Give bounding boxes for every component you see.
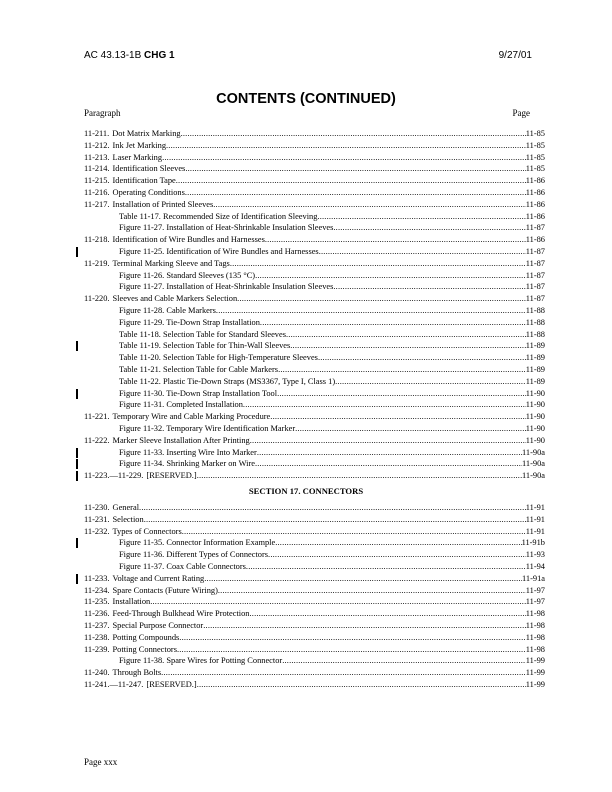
toc-page: 11-88	[525, 329, 545, 339]
toc-number: 11-239.	[84, 644, 110, 654]
dot-leader	[250, 435, 526, 447]
toc-text: Potting Compounds	[112, 632, 180, 642]
toc-page: 11-85	[525, 129, 545, 138]
toc-entry[interactable]	[84, 470, 545, 482]
toc-page: 11-90	[525, 388, 545, 398]
toc-page: 11-85	[525, 164, 545, 174]
toc-page: 11-89	[525, 341, 545, 351]
toc-page: 11-91	[525, 526, 545, 536]
toc-text: Special Purpose Connector	[112, 620, 204, 630]
toc-page: 11-98	[525, 632, 545, 642]
indent	[84, 376, 119, 388]
toc-entry[interactable]	[84, 526, 545, 538]
toc-text: Operating Conditions	[112, 187, 185, 197]
dot-leader	[319, 246, 526, 258]
toc-page: 11-85	[525, 152, 545, 162]
toc-page: 11-86	[525, 211, 545, 221]
toc-text: Identification of Wire Bundles and Harnesses	[112, 235, 265, 245]
dot-leader	[166, 140, 526, 152]
change-bar	[76, 448, 78, 458]
toc-number: 11-236.	[84, 609, 110, 619]
toc-page: 11-91	[525, 503, 545, 512]
section-title: SECTION 17. CONNECTORS	[248, 486, 364, 496]
toc-entry[interactable]	[84, 679, 545, 691]
toc-sub-entry[interactable]	[84, 211, 545, 223]
toc-sub-entry[interactable]	[84, 222, 545, 234]
toc-entry[interactable]	[84, 620, 545, 632]
toc-sub-entry[interactable]	[84, 270, 545, 282]
toc-page: 11-87	[525, 294, 545, 304]
toc-text: Table 11-20. Selection Table for High-Temperature Sleeves	[119, 353, 318, 363]
dot-leader	[260, 317, 526, 329]
toc-text: [RESERVED.]	[146, 471, 197, 481]
dot-leader	[295, 423, 526, 435]
toc-page: 11-90	[525, 435, 545, 445]
indent	[84, 270, 119, 282]
dot-leader	[203, 620, 526, 632]
indent	[84, 340, 119, 352]
dot-leader	[218, 585, 526, 597]
dot-leader	[268, 549, 526, 561]
toc-page: 11-89	[525, 353, 545, 363]
indent	[84, 399, 119, 411]
dot-leader	[197, 679, 526, 691]
dot-leader	[255, 458, 522, 470]
dot-leader	[257, 447, 522, 459]
toc-text: Spare Contacts (Future Wiring)	[112, 585, 218, 595]
toc-sub-entry[interactable]	[84, 447, 545, 459]
indent	[84, 364, 119, 376]
toc-number: 11-211.	[84, 129, 110, 138]
toc-number: 11-237.	[84, 620, 110, 630]
toc-page: 11-86	[525, 235, 545, 245]
toc-page: 11-90a	[522, 471, 545, 481]
toc-page: 11-91	[525, 514, 545, 524]
indent	[84, 458, 119, 470]
toc-entry[interactable]	[84, 152, 545, 164]
toc-text: Installation	[112, 597, 151, 607]
change-bar	[76, 389, 78, 399]
toc-text: Feed-Through Bulkhead Wire Protection	[112, 609, 250, 619]
toc-number: 11-238.	[84, 632, 110, 642]
toc-number: 11-231.	[84, 514, 110, 524]
dot-leader	[177, 644, 526, 656]
toc-text: Figure 11-26. Standard Sleeves (135 °C)	[119, 270, 256, 280]
toc-page: 11-97	[525, 585, 545, 595]
toc-text: Table 11-17. Recommended Size of Identification Sleeving	[119, 211, 318, 221]
toc-entry[interactable]	[84, 644, 545, 656]
indent	[84, 561, 119, 573]
toc-text: Figure 11-35. Connector Information Example	[119, 538, 276, 548]
dot-leader	[237, 293, 526, 305]
toc-entry[interactable]	[84, 293, 545, 305]
toc-entry[interactable]	[84, 573, 545, 585]
dot-leader	[335, 376, 526, 388]
toc-text: Table 11-22. Plastic Tie-Down Straps (MS3367, Type I, Class 1)	[119, 376, 336, 386]
dot-leader	[275, 537, 521, 549]
dot-leader	[144, 514, 526, 526]
toc-text: Through Bolts	[112, 668, 162, 678]
dot-leader	[230, 258, 526, 270]
dot-leader	[333, 281, 525, 293]
toc-page: 11-90a	[522, 459, 545, 469]
indent	[84, 281, 119, 293]
toc-page: 11-90a	[522, 447, 545, 457]
toc-sub-entry[interactable]	[84, 246, 545, 258]
change-bar	[76, 471, 78, 481]
toc-sub-entry[interactable]	[84, 399, 545, 411]
toc-text: Figure 11-31. Completed Installation	[119, 400, 243, 410]
toc-page: 11-98	[525, 620, 545, 630]
toc-sub-entry[interactable]	[84, 364, 545, 376]
toc-page: 11-90	[525, 423, 545, 433]
toc-sub-entry[interactable]	[84, 376, 545, 388]
toc-text: Figure 11-36. Different Types of Connectors	[119, 550, 269, 560]
toc-sub-entry[interactable]	[84, 305, 545, 317]
indent	[84, 246, 119, 258]
toc-number: 11-220.	[84, 294, 110, 304]
toc-text: Figure 11-25. Identification of Wire Bundles and Harnesses	[119, 246, 319, 256]
dot-leader	[270, 411, 525, 423]
toc-list-wiring	[84, 128, 545, 482]
toc-sub-entry[interactable]	[84, 458, 545, 470]
change-bar	[76, 247, 78, 257]
dot-leader	[162, 152, 526, 164]
toc-text: Figure 11-30. Tie-Down Strap Installation Tool	[119, 388, 278, 398]
indent	[84, 655, 119, 667]
toc-page: 11-87	[525, 246, 545, 256]
column-header-page: Page	[512, 108, 530, 118]
toc-text: Table 11-21. Selection Table for Cable Markers	[119, 364, 279, 374]
toc-sub-entry[interactable]	[84, 655, 545, 667]
dot-leader	[282, 655, 526, 667]
toc-number: 11-214.	[84, 164, 110, 174]
indent	[84, 305, 119, 317]
toc-entry[interactable]	[84, 140, 545, 152]
toc-sub-entry[interactable]	[84, 423, 545, 435]
toc-number: 11-234.	[84, 585, 110, 595]
toc-entry[interactable]	[84, 514, 545, 526]
toc-text: Types of Connectors	[112, 526, 182, 536]
indent	[84, 211, 119, 223]
toc-number: 11-232.	[84, 526, 110, 536]
toc-text: Figure 11-27. Installation of Heat-Shrinkable Insulation Sleeves	[119, 223, 334, 233]
indent	[84, 329, 119, 341]
indent	[84, 352, 119, 364]
toc-page: 11-94	[525, 561, 545, 571]
indent	[84, 447, 119, 459]
indent	[84, 388, 119, 400]
toc-sub-entry[interactable]	[84, 317, 545, 329]
indent	[84, 423, 119, 435]
toc-text: Dot Matrix Marking	[112, 129, 181, 138]
toc-number: 11-241.—11-247.	[84, 679, 144, 689]
dot-leader	[278, 364, 526, 376]
header-date: 9/27/01	[498, 50, 532, 61]
header-change: CHG 1	[144, 50, 175, 61]
toc-text: [RESERVED.]	[146, 679, 197, 689]
toc-text: Potting Connectors	[112, 644, 177, 654]
dot-leader	[150, 596, 526, 608]
toc-entry[interactable]	[84, 411, 545, 423]
dot-leader	[277, 388, 526, 400]
toc-page: 11-87	[525, 258, 545, 268]
toc-number: 11-218.	[84, 235, 110, 245]
toc-number: 11-212.	[84, 140, 110, 150]
toc-page: 11-98	[525, 609, 545, 619]
toc-page: 11-99	[525, 668, 545, 678]
toc-page: 11-86	[525, 176, 545, 186]
toc-text: General	[112, 503, 140, 512]
toc-number: 11-216.	[84, 187, 110, 197]
toc-number: 11-217.	[84, 199, 110, 209]
toc-page: 11-90	[525, 400, 545, 410]
indent	[84, 549, 119, 561]
toc-entry[interactable]	[84, 632, 545, 644]
toc-number: 11-240.	[84, 668, 110, 678]
dot-leader	[185, 163, 525, 175]
toc-number: 11-235.	[84, 597, 110, 607]
dot-leader	[213, 199, 526, 211]
toc-entry[interactable]	[84, 234, 545, 246]
change-bar	[76, 538, 78, 548]
toc-entry[interactable]	[84, 608, 545, 620]
dot-leader	[179, 632, 525, 644]
indent	[84, 537, 119, 549]
toc-page: 11-99	[525, 656, 545, 666]
toc-text: Figure 11-27. Installation of Heat-Shrinkable Insulation Sleeves	[119, 282, 334, 292]
toc-text: Figure 11-34. Shrinking Marker on Wire	[119, 459, 255, 469]
dot-leader	[197, 470, 522, 482]
toc-text: Table 11-19. Selection Table for Thin-Wall Sleeves	[119, 341, 291, 351]
toc-sub-entry[interactable]	[84, 281, 545, 293]
toc-text: Table 11-18. Selection Table for Standard Sleeves	[119, 329, 286, 339]
toc-entry[interactable]	[84, 596, 545, 608]
header-doc-id	[84, 50, 175, 61]
toc-number: 11-223.—11-229.	[84, 471, 144, 481]
toc-number: 11-230.	[84, 503, 110, 512]
toc-entry[interactable]	[84, 187, 545, 199]
toc-text: Figure 11-38. Spare Wires for Potting Connector	[119, 656, 283, 666]
toc-page: 11-93	[525, 550, 545, 560]
toc-page: 11-91b	[521, 538, 545, 548]
toc-entry[interactable]	[84, 435, 545, 447]
toc-text: Identification Tape	[112, 176, 176, 186]
toc-entry[interactable]	[84, 175, 545, 187]
page-footer: Page xxx	[84, 757, 118, 767]
toc-text: Figure 11-37. Coax Cable Connectors	[119, 561, 246, 571]
toc-sub-entry[interactable]	[84, 561, 545, 573]
toc-page: 11-85	[525, 140, 545, 150]
dot-leader	[204, 573, 522, 585]
toc-number: 11-233.	[84, 573, 110, 583]
toc-page: 11-90	[525, 412, 545, 422]
toc-entry[interactable]	[84, 199, 545, 211]
dot-leader	[216, 305, 526, 317]
dot-leader	[290, 340, 526, 352]
dot-leader	[249, 608, 525, 620]
toc-entry[interactable]	[84, 585, 545, 597]
toc-page: 11-87	[525, 223, 545, 233]
toc-number: 11-213.	[84, 152, 110, 162]
indent	[84, 317, 119, 329]
dot-leader	[181, 128, 526, 140]
dot-leader	[185, 187, 526, 199]
toc-page: 11-91a	[522, 573, 545, 583]
dot-leader	[243, 399, 526, 411]
toc-text: Selection	[112, 514, 144, 524]
toc-page: 11-99	[525, 679, 545, 689]
toc-text: Identification Sleeves	[112, 164, 186, 174]
toc-entry[interactable]	[84, 258, 545, 270]
toc-entry[interactable]	[84, 502, 545, 514]
toc-page: 11-86	[525, 187, 545, 197]
dot-leader	[161, 667, 526, 679]
toc-page: 11-87	[525, 282, 545, 292]
dot-leader	[246, 561, 526, 573]
header-doc-number: AC 43.13-1B	[84, 50, 142, 61]
toc-text: Laser Marking	[112, 152, 163, 162]
dot-leader	[317, 211, 525, 223]
toc-sub-entry[interactable]	[84, 340, 545, 352]
toc-text: Ink Jet Marking	[112, 140, 167, 150]
toc-number: 11-222.	[84, 435, 110, 445]
toc-number: 11-215.	[84, 176, 110, 186]
toc-page: 11-88	[525, 305, 545, 315]
toc-sub-entry[interactable]	[84, 352, 545, 364]
change-bar	[76, 459, 78, 469]
toc-text: Figure 11-33. Inserting Wire Into Marker	[119, 447, 257, 457]
dot-leader	[265, 234, 526, 246]
toc-text: Marker Sleeve Installation After Printing	[112, 435, 250, 445]
toc-text: Figure 11-29. Tie-Down Strap Installation	[119, 317, 260, 327]
toc-entry[interactable]	[84, 667, 545, 679]
toc-text: Figure 11-32. Temporary Wire Identification Marker	[119, 423, 296, 433]
change-bar	[76, 341, 78, 351]
dot-leader	[139, 502, 526, 514]
toc-page: 11-87	[525, 270, 545, 280]
toc-text: Sleeves and Cable Markers Selection	[112, 294, 238, 304]
indent	[84, 222, 119, 234]
toc-list-connectors	[84, 502, 545, 691]
toc-number: 11-221.	[84, 412, 110, 422]
dot-leader	[333, 222, 525, 234]
toc-number: 11-219.	[84, 258, 110, 268]
toc-sub-entry[interactable]	[84, 388, 545, 400]
toc-sub-entry[interactable]	[84, 329, 545, 341]
toc-page: 11-97	[525, 597, 545, 607]
dot-leader	[176, 175, 526, 187]
toc-text: Terminal Marking Sleeve and Tags	[112, 258, 230, 268]
toc-page: 11-98	[525, 644, 545, 654]
column-header-paragraph: Paragraph	[84, 108, 121, 118]
dot-leader	[182, 526, 526, 538]
toc-page: 11-86	[525, 199, 545, 209]
dot-leader	[286, 329, 526, 341]
toc-page: 11-89	[525, 364, 545, 374]
dot-leader	[255, 270, 526, 282]
toc-text: Temporary Wire and Cable Marking Procedure	[112, 412, 271, 422]
change-bar	[76, 574, 78, 584]
toc-sub-entry[interactable]	[84, 549, 545, 561]
toc-page: 11-88	[525, 317, 545, 327]
toc-text: Voltage and Current Rating	[112, 573, 205, 583]
toc-text: Installation of Printed Sleeves	[112, 199, 214, 209]
toc-sub-entry[interactable]	[84, 537, 545, 549]
toc-entry[interactable]	[84, 163, 545, 175]
toc-text: Figure 11-28. Cable Markers	[119, 305, 216, 315]
toc-entry[interactable]	[84, 128, 545, 140]
page-title: CONTENTS (CONTINUED)	[216, 91, 396, 107]
toc-page: 11-89	[525, 376, 545, 386]
dot-leader	[318, 352, 526, 364]
